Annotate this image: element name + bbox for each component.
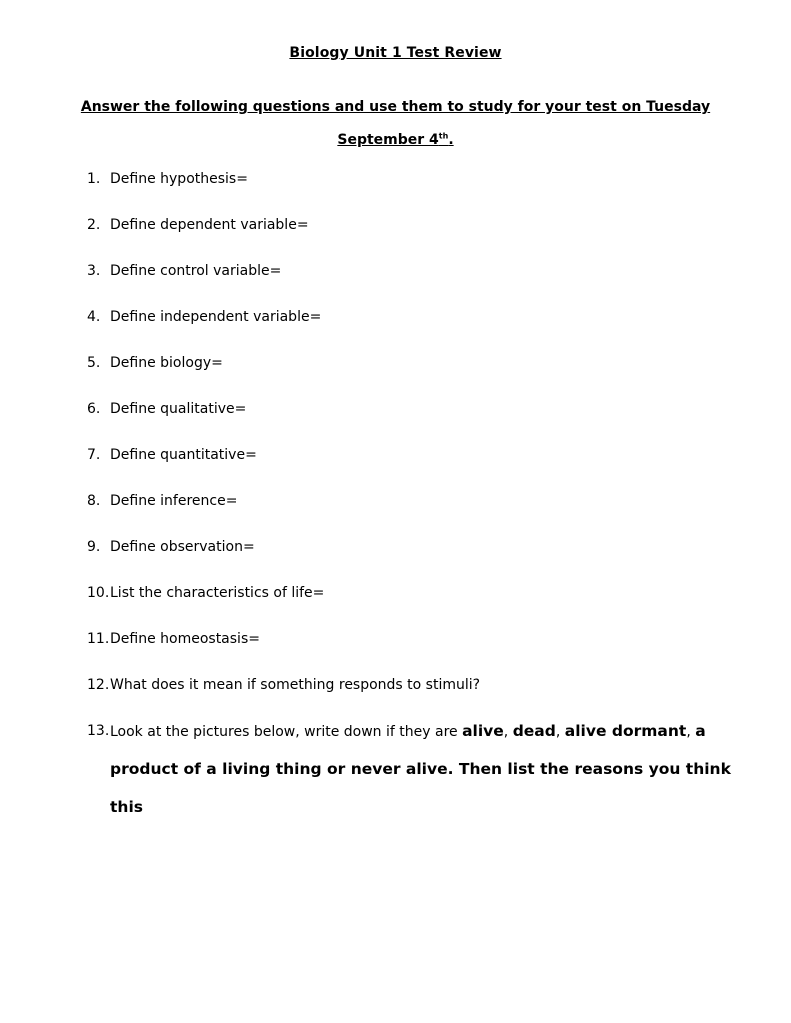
- question-text: What does it mean if something responds to stimuli?: [110, 677, 481, 693]
- q13-dead: dead: [512, 722, 556, 740]
- q13-sep1: ,: [503, 724, 513, 740]
- question-number: 9.: [87, 539, 101, 555]
- question-list: [87, 170, 737, 827]
- question-text: Define observation=: [110, 539, 255, 555]
- q13-sep3: ,: [686, 724, 696, 740]
- question-number: 4.: [87, 309, 101, 325]
- question-number: 12.: [87, 677, 110, 693]
- question-item: [87, 216, 737, 262]
- question-number: 7.: [87, 447, 101, 463]
- question-number: 2.: [87, 217, 101, 233]
- question-13-text: [110, 713, 737, 827]
- question-item: [87, 630, 737, 676]
- question-number: 3.: [87, 263, 101, 279]
- question-text: Define independent variable=: [110, 309, 322, 325]
- question-text: Define control variable=: [110, 263, 282, 279]
- question-item: [87, 308, 737, 354]
- question-item: [87, 400, 737, 446]
- q13-intro: Look at the pictures below, write down if they are: [110, 724, 463, 740]
- question-text: List the characteristics of life=: [110, 585, 325, 601]
- question-number: 13.: [87, 723, 110, 739]
- question-item: [87, 538, 737, 584]
- question-number: 5.: [87, 355, 101, 371]
- question-number: 11.: [87, 631, 110, 647]
- question-item: [87, 354, 737, 400]
- q13-dormant: alive dormant: [564, 722, 687, 740]
- question-text: Define dependent variable=: [110, 217, 309, 233]
- question-number: 8.: [87, 493, 101, 509]
- question-item: [87, 584, 737, 630]
- question-item-13: [87, 713, 737, 827]
- question-text: Define qualitative=: [110, 401, 247, 417]
- question-text: Define biology=: [110, 355, 223, 371]
- q13-alive: alive: [462, 722, 504, 740]
- question-item: [87, 262, 737, 308]
- question-text: Define inference=: [110, 493, 238, 509]
- question-text: Define quantitative=: [110, 447, 257, 463]
- question-text: Define hypothesis=: [110, 171, 248, 187]
- q13-rest: a product of a living thing or never alive. Then list the reasons you think this: [110, 722, 731, 816]
- q13-sep2: ,: [555, 724, 565, 740]
- question-item: [87, 492, 737, 538]
- question-item: [87, 446, 737, 492]
- question-number: 6.: [87, 401, 101, 417]
- question-text: Define homeostasis=: [110, 631, 260, 647]
- question-number: 1.: [87, 171, 101, 187]
- instructions: [60, 91, 731, 157]
- instructions-end: .: [448, 132, 454, 148]
- question-number: 10.: [87, 585, 110, 601]
- question-item: [87, 170, 737, 216]
- instructions-text: Answer the following questions and use them to study for your test on Tuesday September 4: [80, 99, 711, 148]
- page-title: Biology Unit 1 Test Review: [289, 45, 502, 61]
- instructions-superscript: th: [438, 131, 449, 141]
